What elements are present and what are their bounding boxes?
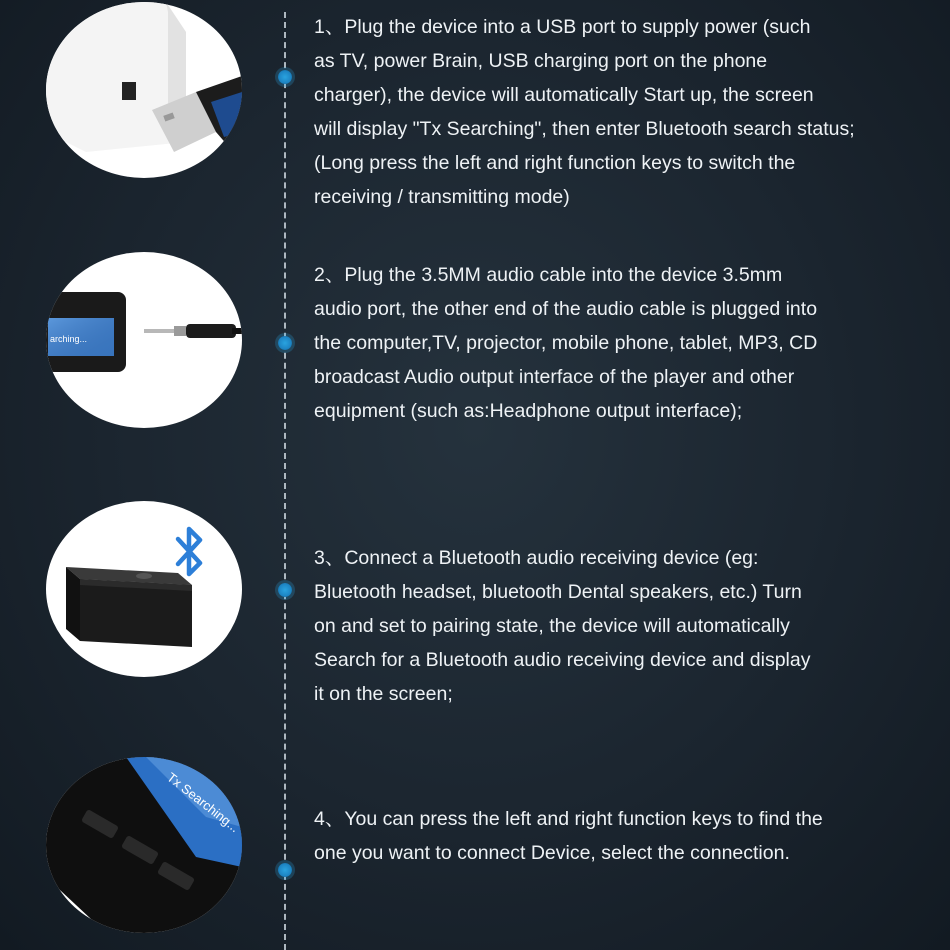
step-1-text: 1、Plug the device into a USB port to supply power (such as TV, power Brain, USB charging port on the phone charger), the device will automatically Start up, the screen will display "Tx Searching", then enter Bluetooth search status; (Long press the left and right function keys to switch the receiving / transmitting mode) <box>314 16 855 208</box>
step-4-text: 4、You can press the left and right function keys to find the one you want to connect Device, select the connection. <box>314 808 823 864</box>
step-1-image <box>46 2 242 178</box>
timeline-dashed-line <box>284 12 286 950</box>
bluetooth-icon <box>178 529 200 574</box>
step-3-image <box>46 501 242 677</box>
step-2-image <box>46 252 242 428</box>
step-2-marker <box>278 336 292 350</box>
step-4-marker <box>278 863 292 877</box>
step-4-screen-text: Tx Searching... <box>164 769 242 836</box>
step-1-marker <box>278 70 292 84</box>
step-2-screen-text: arching... <box>50 334 88 344</box>
step-3-text: 3、Connect a Bluetooth audio receiving device (eg: Bluetooth headset, bluetooth Dental speakers, etc.) Turn on and set to pairing state, the device will automatically Search for a Bluetooth audio receiving device and display it on the screen; <box>314 547 811 705</box>
step-2-text: 2、Plug the 3.5MM audio cable into the device 3.5mm audio port, the other end of the audio cable is plugged into the computer,TV, projector, mobile phone, tablet, MP3, CD broadcast Audio output interface of the player and other equipment (such as:Headphone output interface); <box>314 264 818 422</box>
step-3-marker <box>278 583 292 597</box>
step-4-image <box>46 757 242 933</box>
